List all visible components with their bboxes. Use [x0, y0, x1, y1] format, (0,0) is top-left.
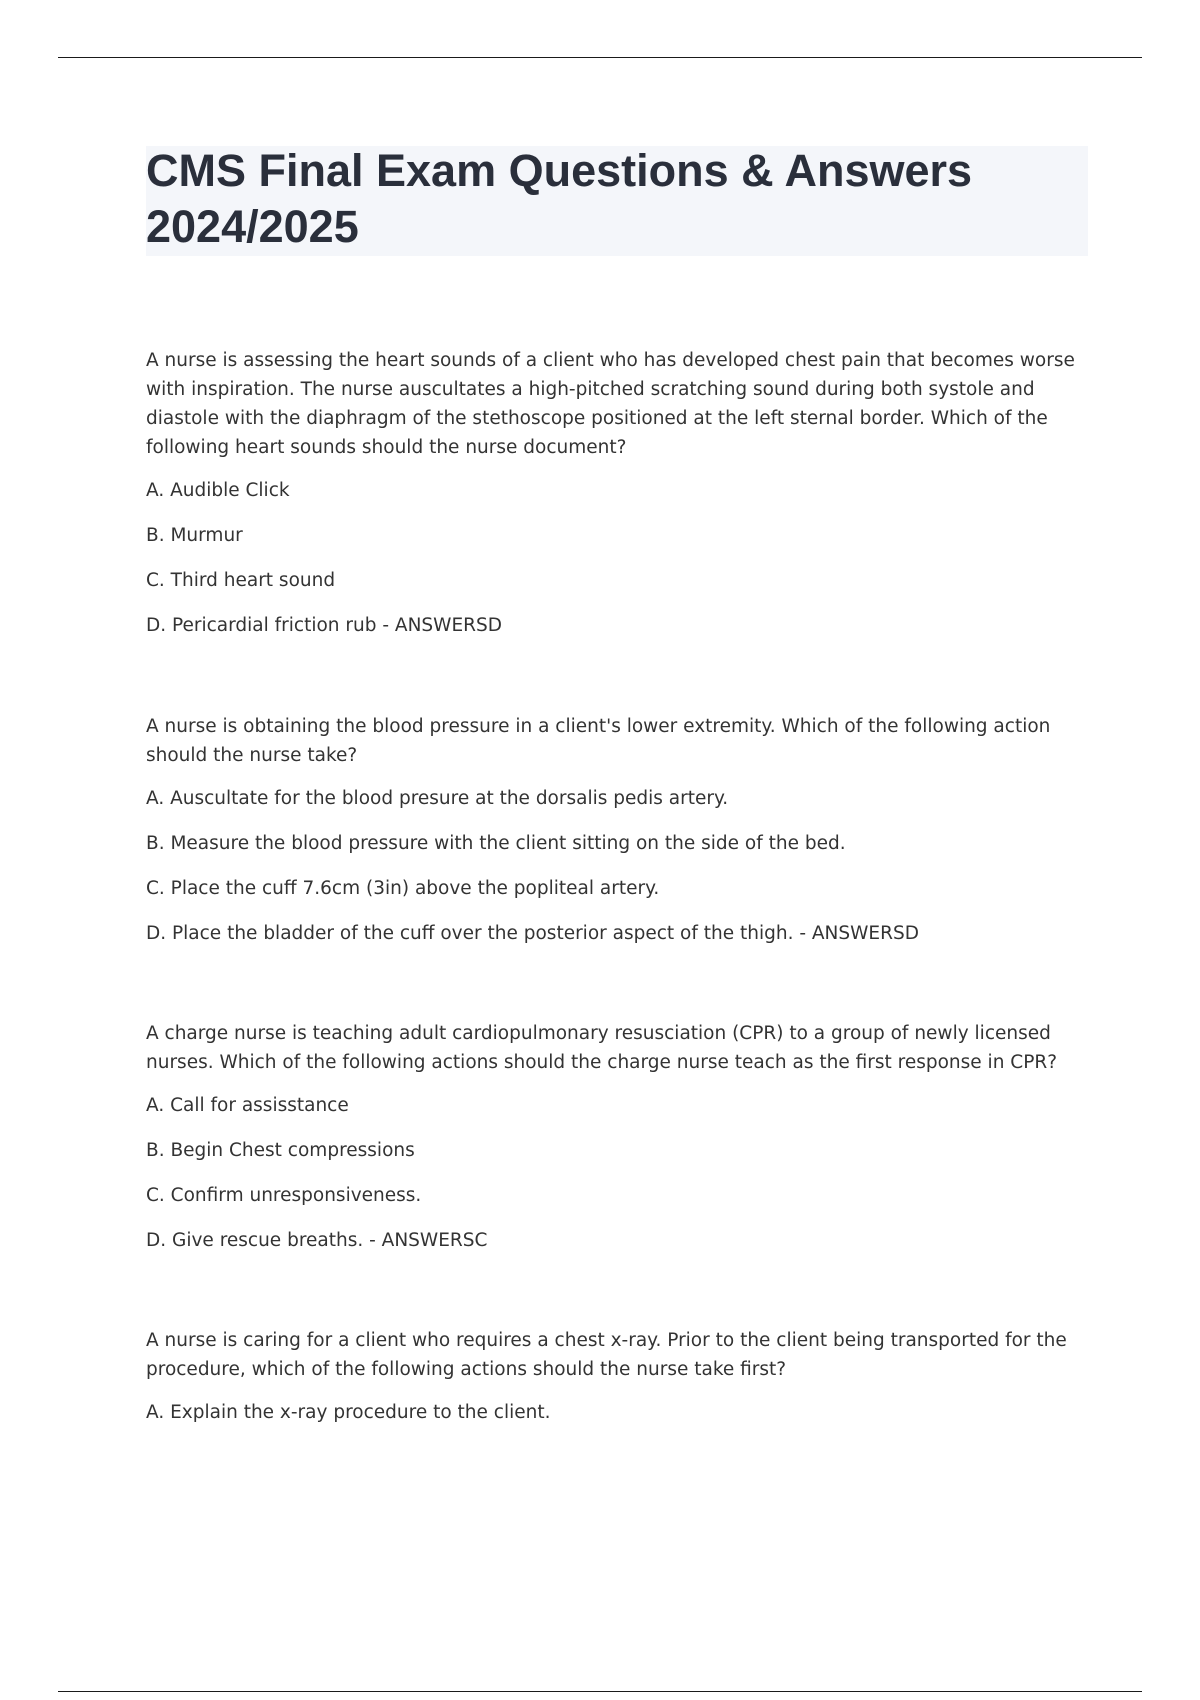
option-list — [146, 1091, 1088, 1271]
option-list — [146, 784, 1088, 964]
option-item: A. Explain the x-ray procedure to the client. — [146, 1402, 551, 1423]
option-list — [146, 1398, 1088, 1443]
question-text: A nurse is assessing the heart sounds of a client who has developed chest pain that becomes worse with inspiration. The nurse auscultates a high-pitched scratching sound during both systole and diastole with the diaphragm of the stethoscope positioned at the left sternal border. Which of the following heart sounds should the nurse document? — [146, 350, 1075, 458]
option-item: A. Auscultate for the blood presure at the dorsalis pedis artery. — [146, 788, 729, 809]
option-item: B. Measure the blood pressure with the client sitting on the side of the bed. — [146, 833, 846, 854]
option-item: C. Confirm unresponsiveness. — [146, 1185, 422, 1206]
question-text: A nurse is obtaining the blood pressure in a client's lower extremity. Which of the following action should the nurse take? — [146, 716, 1051, 766]
title-banner — [146, 146, 1088, 256]
footer-rule — [58, 1691, 1142, 1692]
option-item: A. Audible Click — [146, 480, 290, 501]
option-item: C. Third heart sound — [146, 570, 336, 591]
option-item: D. Place the bladder of the cuff over the posterior aspect of the thigh. - ANSWERSD — [146, 923, 919, 944]
option-item: C. Place the cuff 7.6cm (3in) above the popliteal artery. — [146, 878, 660, 899]
question-block — [146, 1019, 1088, 1271]
header-rule — [58, 57, 1142, 58]
document-body — [146, 346, 1088, 1443]
question-block — [146, 346, 1088, 656]
option-item: B. Begin Chest compressions — [146, 1140, 415, 1161]
question-text: A nurse is caring for a client who requires a chest x-ray. Prior to the client being transported for the procedure, which of the following actions should the nurse take first? — [146, 1330, 1067, 1380]
option-list — [146, 476, 1088, 656]
question-text: A charge nurse is teaching adult cardiopulmonary resusciation (CPR) to a group of newly licensed nurses. Which of the following actions should the charge nurse teach as the first response in CPR? — [146, 1023, 1058, 1073]
option-item: D. Give rescue breaths. - ANSWERSC — [146, 1230, 488, 1251]
option-item: B. Murmur — [146, 525, 243, 546]
question-block — [146, 1326, 1088, 1443]
question-block — [146, 712, 1088, 964]
document-title: CMS Final Exam Questions & Answers 2024/2025 — [146, 145, 973, 252]
option-item: D. Pericardial friction rub - ANSWERSD — [146, 615, 502, 636]
option-item: A. Call for assisstance — [146, 1095, 349, 1116]
